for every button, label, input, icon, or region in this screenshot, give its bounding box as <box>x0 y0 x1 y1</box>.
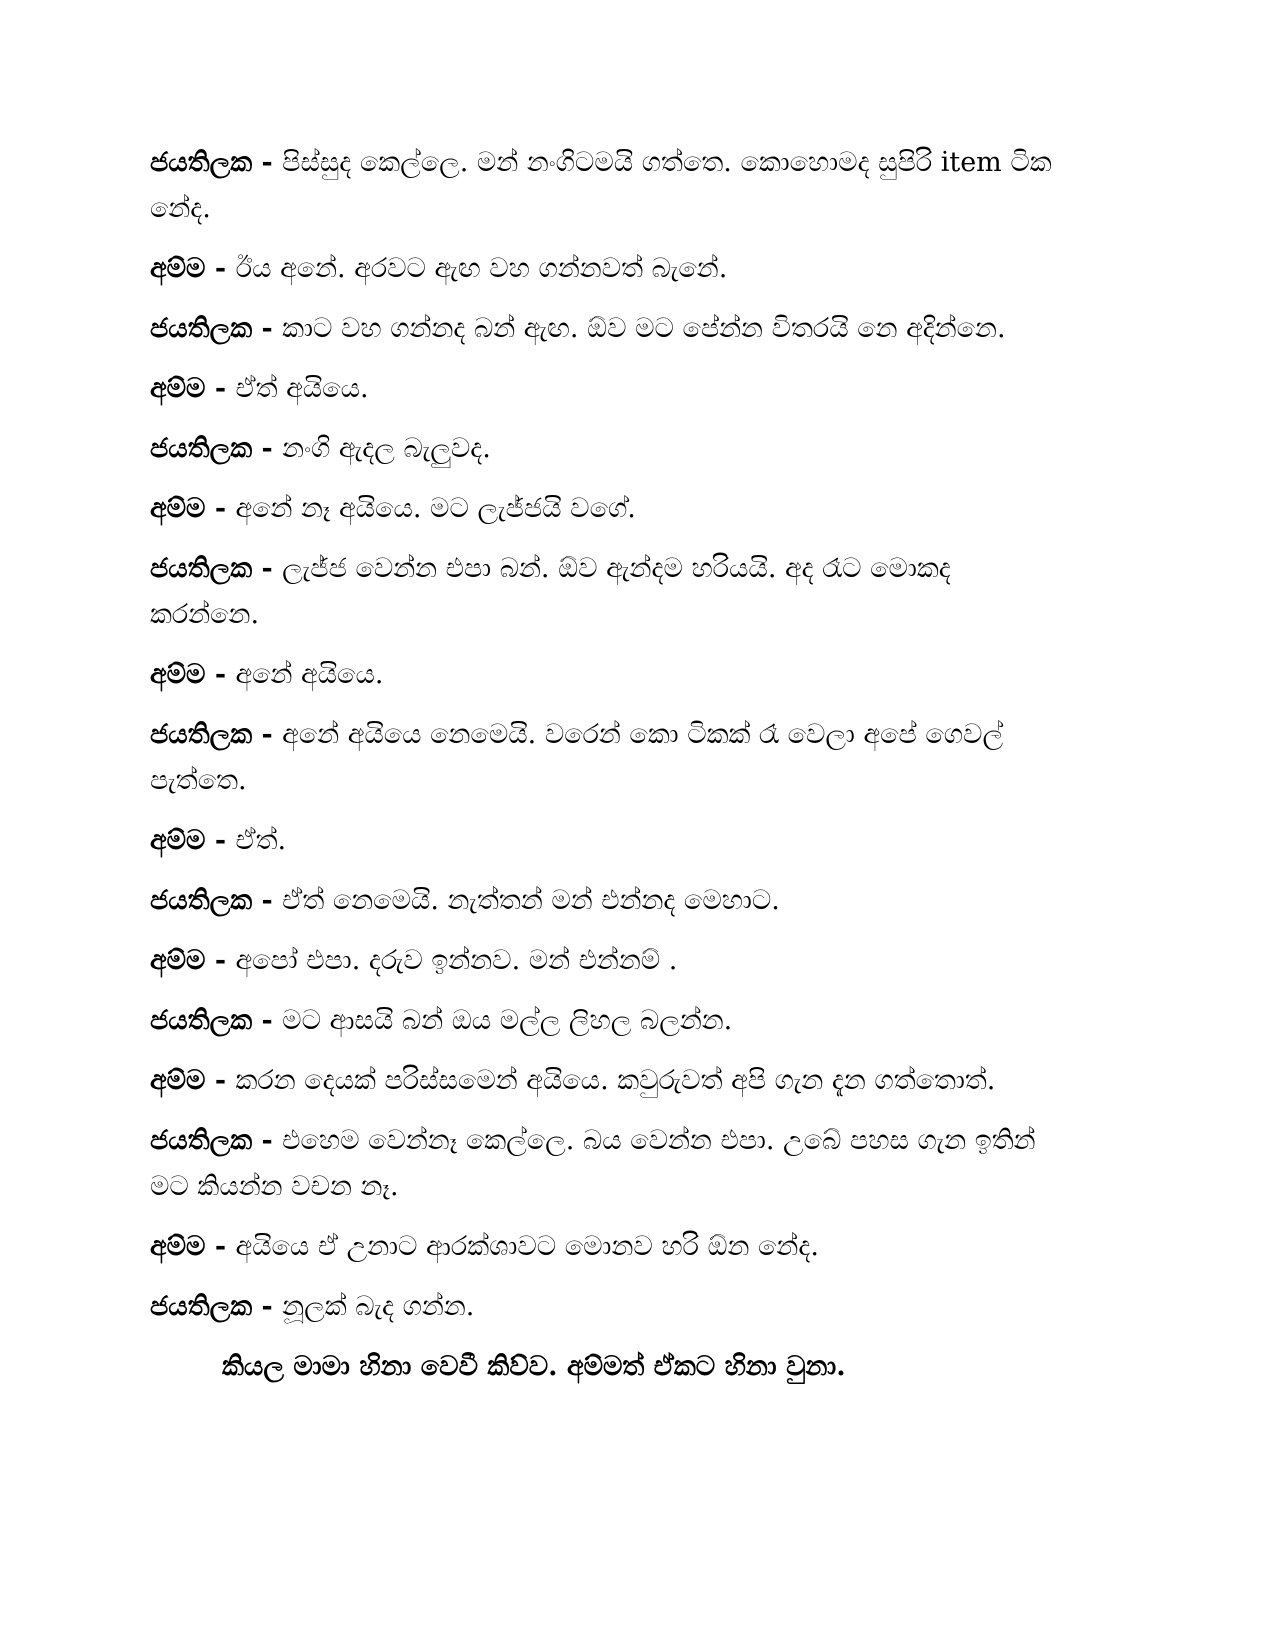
dialogue-text: කරන්නෙ. <box>150 599 260 630</box>
speaker-name: අම්ම <box>150 253 206 284</box>
dialogue-text: එහෙම වෙන්නෑ කෙල්ලෙ. බය වෙන්න එපා. උබේ පහස ගැන ඉතින් <box>282 1125 1036 1156</box>
dialogue-line-1-cont <box>150 186 1130 232</box>
dialogue-text: අනේ අයියෙ නෙමෙයි. වරෙන් කො ටිකක් රෑ වෙලා අපේ ගෙවල් <box>282 719 1004 750</box>
dialogue-line-3 <box>150 306 1130 352</box>
speaker-name: අම්ම <box>150 1231 206 1262</box>
speaker-name: අම්ම <box>150 945 206 976</box>
speaker-name: අම්ම <box>150 493 206 524</box>
dialogue-line-6 <box>150 486 1130 532</box>
dialogue-text: කරන දෙයක් පරිස්සමෙන් අයියෙ. කවුරුවත් අපි ගැන දැන ගත්තොත්. <box>235 1065 996 1096</box>
speaker-separator: - <box>205 493 236 524</box>
dialogue-line-1 <box>150 140 1130 186</box>
dialogue-line-9-cont <box>150 758 1130 804</box>
dialogue-line-9 <box>150 712 1130 758</box>
dialogue-text: අයියෙ ඒ උනාට ආරක්ශාවට මොනව හරි ඕන නේද. <box>235 1231 819 1262</box>
dialogue-line-8 <box>150 652 1130 698</box>
dialogue-line-4 <box>150 366 1130 412</box>
speaker-separator: - <box>205 1231 236 1262</box>
dialogue-line-15-cont <box>150 1164 1130 1210</box>
dialogue-text: අනේ නෑ අයියෙ. මට ලැජ්ජයි වගේ. <box>235 493 636 524</box>
dialogue-text: මට කියන්න වචන නෑ. <box>150 1171 399 1202</box>
dialogue-text: ඒත් අයියෙ. <box>235 373 369 404</box>
dialogue-text: පිස්සුද කෙල්ලෙ. මන් නංගිටමයි ගත්තෙ. කොහොමද සුපිරි item ටික <box>282 147 1052 178</box>
speaker-separator: - <box>252 313 283 344</box>
speaker-name: ජයතිලක <box>150 147 253 178</box>
dialogue-text: ඒත් නෙමෙයි. නැත්තන් මන් එන්නද මෙහාට. <box>282 885 780 916</box>
speaker-separator: - <box>205 945 236 976</box>
speaker-name: අම්ම <box>150 1065 206 1096</box>
speaker-name: ජයතිලක <box>150 433 253 464</box>
narration-paragraph: කියල මාමා හිනා වෙවී කිව්ව. අම්මත් ඒකට හිනා වුනා. <box>222 1351 846 1382</box>
speaker-name: ජයතිලක <box>150 1005 253 1036</box>
speaker-separator: - <box>205 1065 236 1096</box>
speaker-separator: - <box>205 253 236 284</box>
dialogue-line-10 <box>150 818 1130 864</box>
speaker-separator: - <box>252 433 283 464</box>
dialogue-line-12 <box>150 938 1130 984</box>
speaker-separator: - <box>252 1005 283 1036</box>
dialogue-line-13 <box>150 998 1130 1044</box>
speaker-name: ජයතිලක <box>150 1291 253 1322</box>
dialogue-line-5 <box>150 426 1130 472</box>
dialogue-text: කාට වහ ගන්නද බන් ඇඟ. ඕව මට පේන්න විතරයි නෙ අදින්නෙ. <box>282 313 1006 344</box>
speaker-separator: - <box>252 1125 283 1156</box>
dialogue-text: අපෝ එපා. දරුව ඉන්නව. මන් එන්නම් . <box>235 945 678 976</box>
dialogue-text: පැත්තෙ. <box>150 765 247 796</box>
speaker-separator: - <box>205 659 236 690</box>
speaker-name: ජයතිලක <box>150 885 253 916</box>
speaker-separator: - <box>205 825 236 856</box>
speaker-name: ජයතිලක <box>150 1125 253 1156</box>
dialogue-text: ලැජ්ජ වෙන්න එපා බන්. ඕව ඇන්දම හරියයි. අද රෑට මොකද <box>282 553 951 584</box>
speaker-name: ජයතිලක <box>150 313 253 344</box>
dialogue-text: නූලක් බැද ගන්න. <box>282 1291 475 1322</box>
speaker-separator: - <box>205 373 236 404</box>
speaker-separator: - <box>252 719 283 750</box>
dialogue-line-17 <box>150 1284 1130 1330</box>
dialogue-text: අනේ අයියෙ. <box>235 659 384 690</box>
dialogue-text: ඊය අනේ. අරවට ඇඟ වහ ගන්නවත් බැනේ. <box>235 253 728 284</box>
speaker-separator: - <box>252 147 283 178</box>
speaker-separator: - <box>252 553 283 584</box>
dialogue-line-7-cont <box>150 592 1130 638</box>
speaker-separator: - <box>252 1291 283 1322</box>
dialogue-text: නංගි ඇදල බැලුවද. <box>282 433 491 464</box>
speaker-separator: - <box>252 885 283 916</box>
dialogue-line-14 <box>150 1058 1130 1104</box>
dialogue-text: නේද. <box>150 193 211 224</box>
dialogue-text: ඒත්. <box>235 825 287 856</box>
speaker-name: ජයතිලක <box>150 553 253 584</box>
dialogue-line-2 <box>150 246 1130 292</box>
dialogue-line-11 <box>150 878 1130 924</box>
speaker-name: අම්ම <box>150 373 206 404</box>
speaker-name: අම්ම <box>150 659 206 690</box>
speaker-name: ජයතිලක <box>150 719 253 750</box>
dialogue-line-7 <box>150 546 1130 592</box>
dialogue-line-16 <box>150 1224 1130 1270</box>
dialogue-line-15 <box>150 1118 1130 1164</box>
speaker-name: අම්ම <box>150 825 206 856</box>
dialogue-text: මට ආසයි බන් ඔය මල්ල ලිහල බලන්න. <box>282 1005 733 1036</box>
